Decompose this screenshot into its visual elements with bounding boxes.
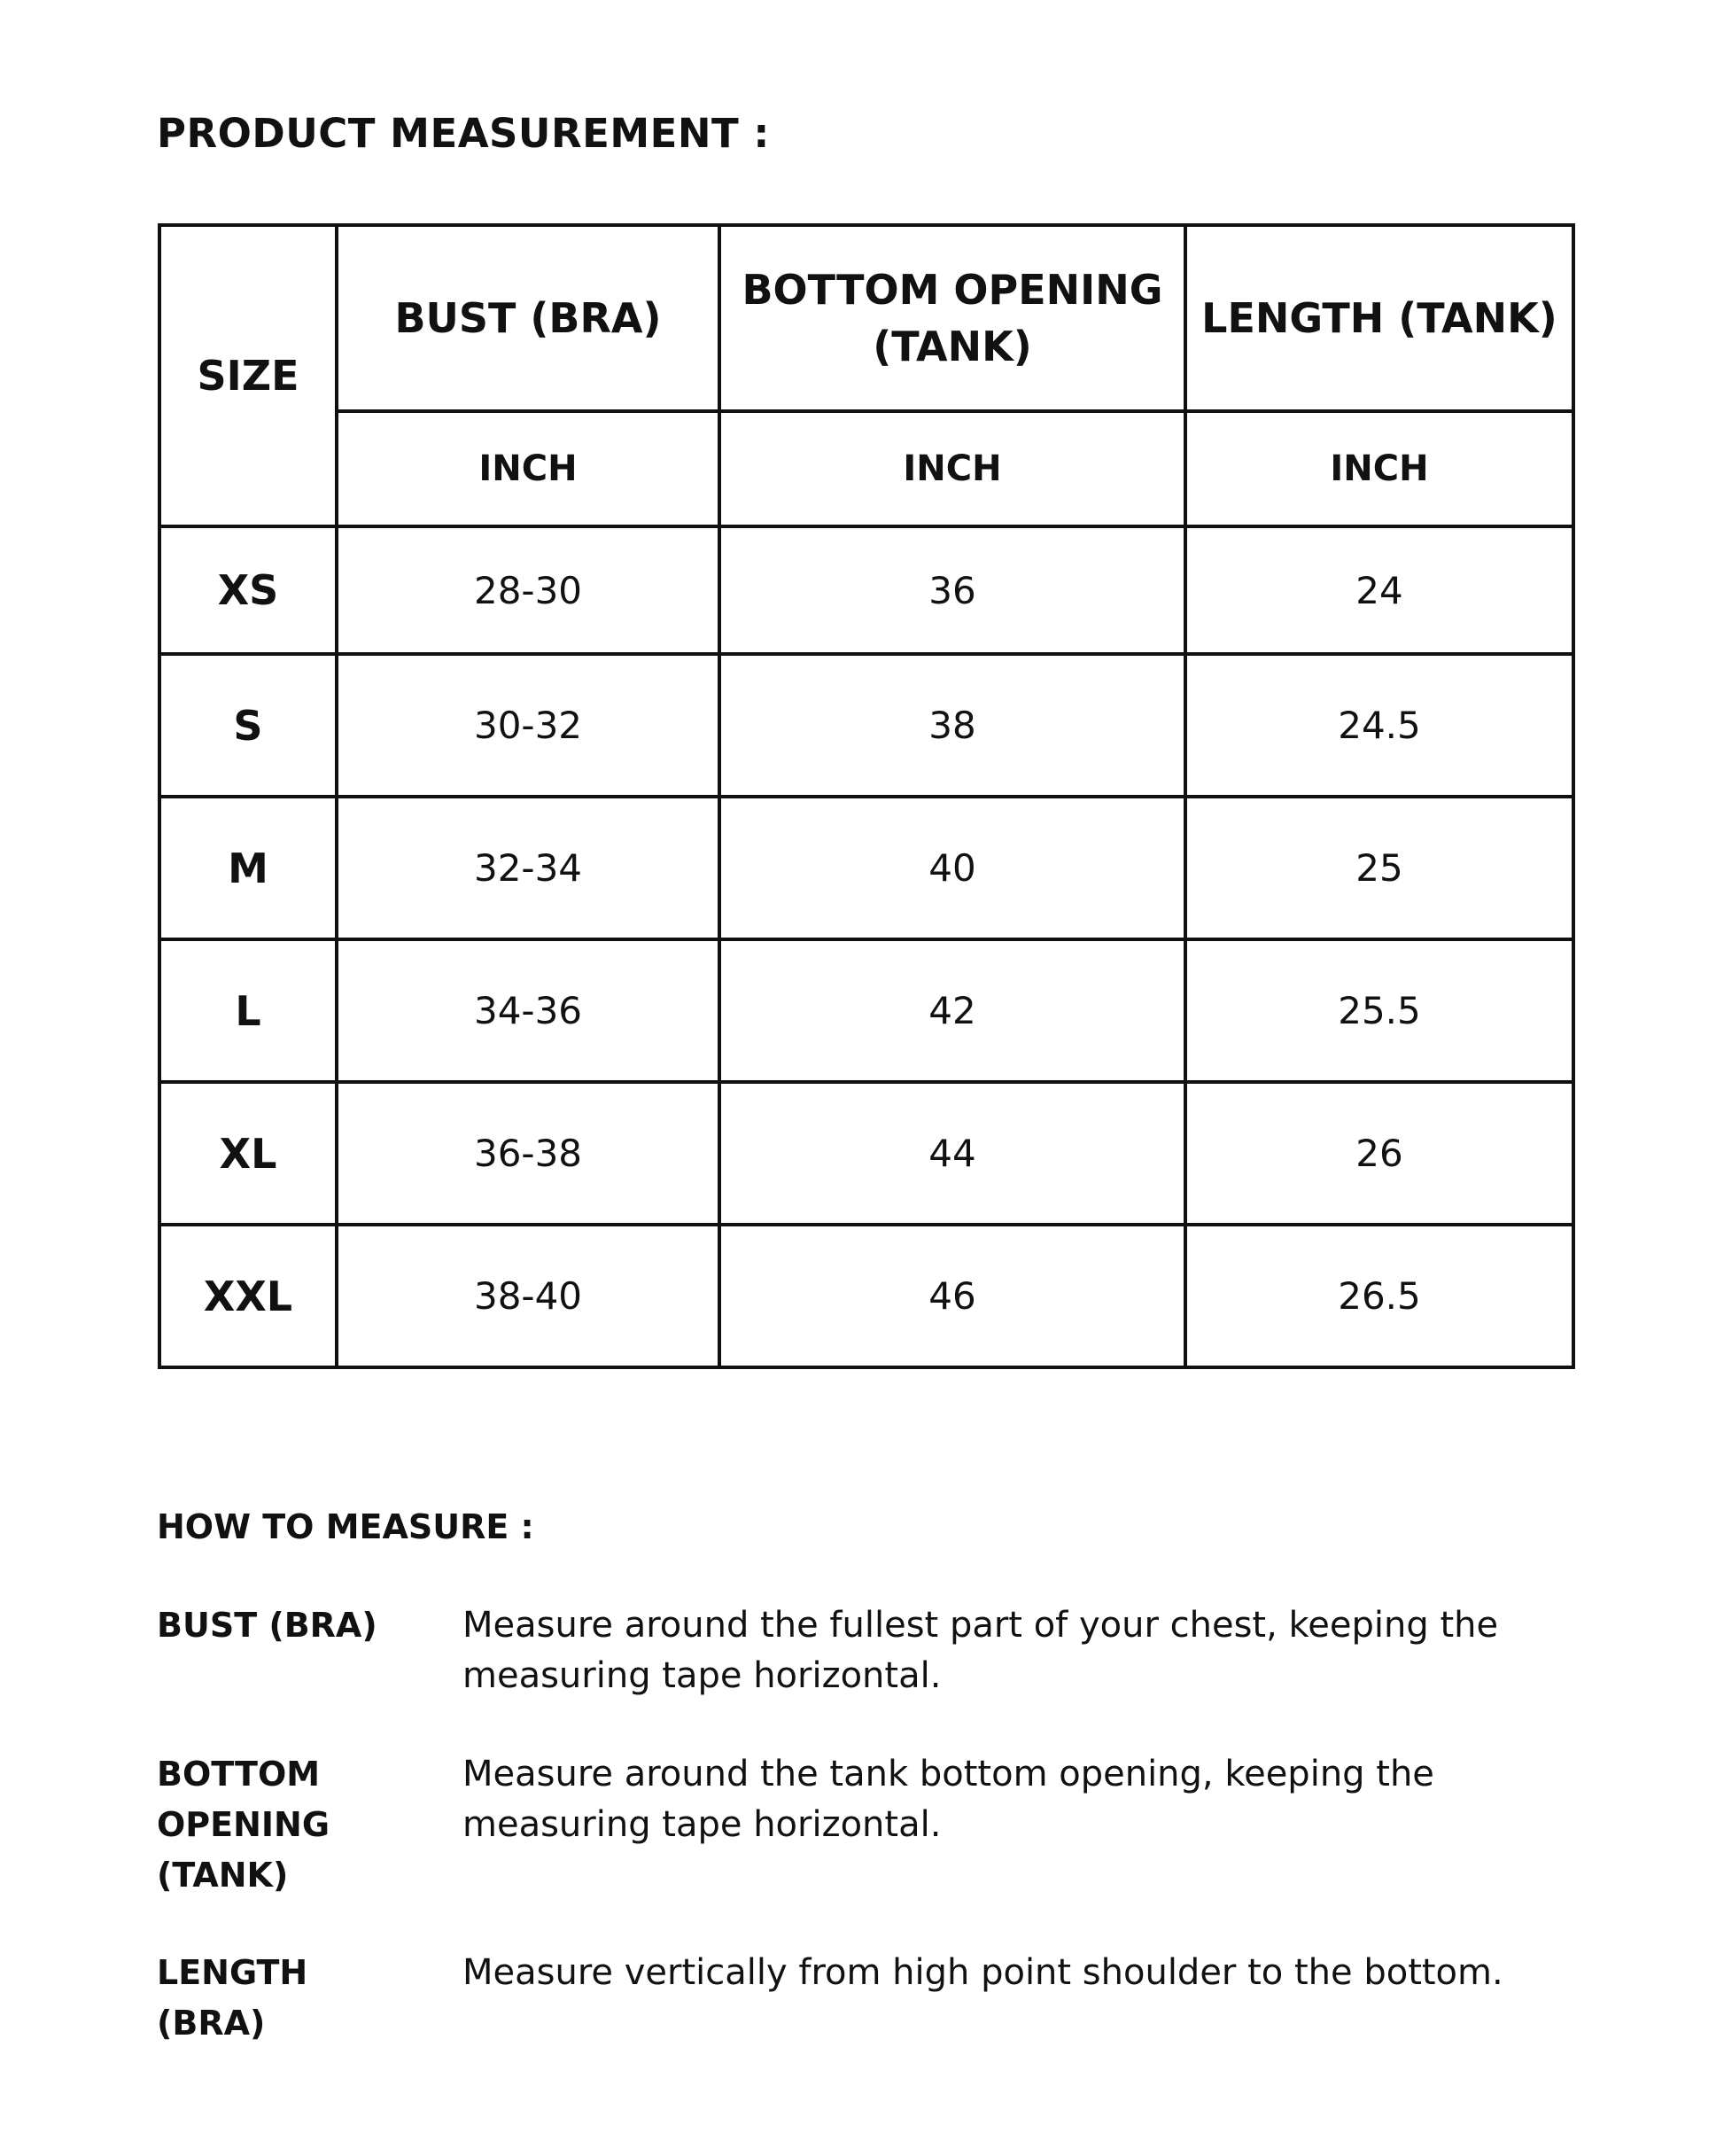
- table-header-row: [159, 225, 1573, 411]
- table-row: [159, 1082, 1573, 1225]
- size-label: S: [159, 654, 337, 797]
- column-header-length: LENGTH (TANK): [1185, 225, 1573, 411]
- bottom-opening-value: 44: [719, 1082, 1185, 1225]
- size-label: M: [159, 797, 337, 939]
- table-unit-row: [159, 411, 1573, 526]
- table-row: [159, 526, 1573, 654]
- unit-bottom-opening: INCH: [719, 411, 1185, 526]
- bottom-opening-value: 42: [719, 939, 1185, 1082]
- bottom-opening-value: 36: [719, 526, 1185, 654]
- bust-value: 32-34: [337, 797, 719, 939]
- length-value: 24.5: [1185, 654, 1573, 797]
- bust-value: 30-32: [337, 654, 719, 797]
- size-header: SIZE: [159, 225, 337, 526]
- guide-description: Measure around the fullest part of your chest, keeping the measuring tape horizontal.: [462, 1605, 1499, 1696]
- size-label: L: [159, 939, 337, 1082]
- table-row: [159, 797, 1573, 939]
- table-row: [159, 654, 1573, 797]
- bottom-opening-value: 38: [719, 654, 1185, 797]
- unit-length: INCH: [1185, 411, 1573, 526]
- guide-term: BOTTOM OPENING (TANK): [157, 1755, 330, 1895]
- size-chart-table: [158, 223, 1575, 1369]
- bust-value: 34-36: [337, 939, 719, 1082]
- bottom-opening-value: 40: [719, 797, 1185, 939]
- guide-term: BUST (BRA): [157, 1606, 377, 1645]
- how-to-measure-title: HOW TO MEASURE :: [157, 1507, 534, 1546]
- length-value: 26.5: [1185, 1225, 1573, 1367]
- guide-description: Measure vertically from high point shoulder to the bottom.: [462, 1952, 1503, 1993]
- bust-value: 38-40: [337, 1225, 719, 1367]
- length-value: 25.5: [1185, 939, 1573, 1082]
- size-label: XXL: [159, 1225, 337, 1367]
- bust-value: 36-38: [337, 1082, 719, 1225]
- table-row: [159, 939, 1573, 1082]
- length-value: 25: [1185, 797, 1573, 939]
- length-value: 24: [1185, 526, 1573, 654]
- bust-value: 28-30: [337, 526, 719, 654]
- unit-bust: INCH: [337, 411, 719, 526]
- guide-term: LENGTH (BRA): [157, 1953, 308, 2043]
- size-label: XS: [159, 526, 337, 654]
- table-row: [159, 1225, 1573, 1367]
- length-value: 26: [1185, 1082, 1573, 1225]
- column-header-bust: BUST (BRA): [337, 225, 719, 411]
- size-label: XL: [159, 1082, 337, 1225]
- guide-description: Measure around the tank bottom opening, keeping the measuring tape horizontal.: [462, 1754, 1434, 1845]
- bottom-opening-value: 46: [719, 1225, 1185, 1367]
- page-title: PRODUCT MEASUREMENT :: [157, 110, 770, 157]
- column-header-bottom-opening: BOTTOM OPENING (TANK): [719, 225, 1185, 411]
